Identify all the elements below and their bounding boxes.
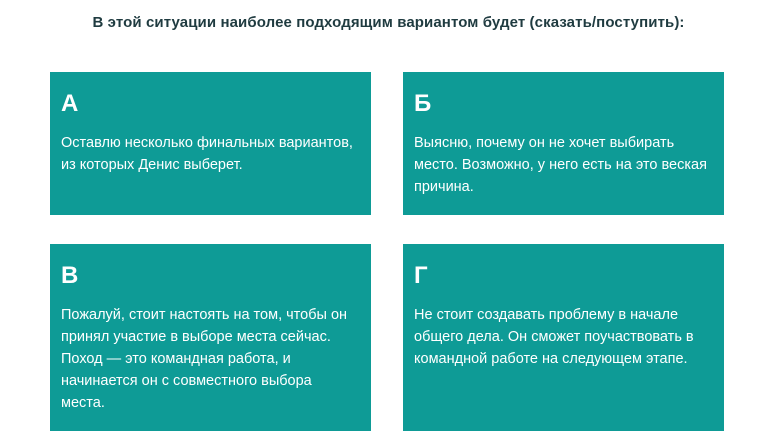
answer-option-g[interactable] [403,244,724,431]
option-letter: Б [414,90,432,117]
answer-option-a[interactable] [50,72,371,215]
option-letter: Г [414,262,428,289]
option-letter: А [61,90,79,117]
answer-option-b[interactable] [403,72,724,215]
question-prompt: В этой ситуации наиболее подходящим вариантом будет (сказать/поступить): [92,14,685,31]
option-text: Оставлю несколько финальных вариантов, из которых Денис выберет. [61,135,353,173]
option-text: Пожалуй, стоит настоять на том, чтобы он принял участие в выборе места сейчас. Поход — это командная работа, и начинается он с совместного выбора места. [61,307,348,411]
option-letter: В [61,262,79,289]
answer-option-v[interactable] [50,244,371,431]
option-text: Не стоит создавать проблему в начале общего дела. Он сможет поучаствовать в командной работе на следующем этапе. [414,307,694,367]
option-text: Выясню, почему он не хочет выбирать место. Возможно, у него есть на это веская причина. [414,135,707,195]
